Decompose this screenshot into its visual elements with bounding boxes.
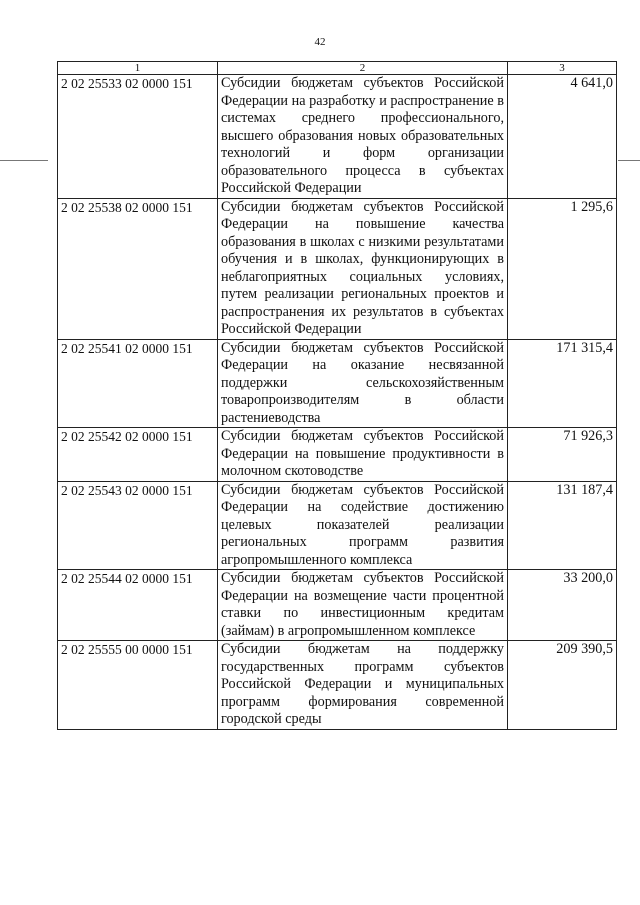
column-number: 1	[58, 62, 218, 75]
budget-code: 2 02 25555 00 0000 151	[58, 641, 218, 730]
amount: 209 390,5	[508, 641, 617, 730]
subsidy-description: Субсидии бюджетам субъектов Российской Федерации на разработку и распространение в системах среднего профессионального, высшего образования новых образовательных технологий и форм организации образовательного процесса в субъектах Российской Федерации	[218, 75, 508, 199]
subsidy-description: Субсидии бюджетам субъектов Российской Федерации на содействие достижению целевых показателей реализации региональных программ развития агропромышленного комплекса	[218, 481, 508, 570]
subsidy-description: Субсидии бюджетам субъектов Российской Федерации на повышение продуктивности в молочном скотоводстве	[218, 428, 508, 482]
subsidy-description: Субсидии бюджетам субъектов Российской Федерации на оказание несвязанной поддержки сельскохозяйственным товаропроизводителям в области растениеводства	[218, 339, 508, 428]
amount: 131 187,4	[508, 481, 617, 570]
budget-code: 2 02 25544 02 0000 151	[58, 570, 218, 641]
table-row	[58, 198, 617, 339]
budget-table	[57, 61, 617, 730]
amount: 1 295,6	[508, 198, 617, 339]
column-number-row	[58, 62, 617, 75]
budget-code: 2 02 25541 02 0000 151	[58, 339, 218, 428]
amount: 4 641,0	[508, 75, 617, 199]
table-row	[58, 481, 617, 570]
column-number: 3	[508, 62, 617, 75]
budget-code: 2 02 25543 02 0000 151	[58, 481, 218, 570]
budget-code: 2 02 25533 02 0000 151	[58, 75, 218, 199]
budget-code: 2 02 25538 02 0000 151	[58, 198, 218, 339]
scan-artifact-right	[618, 160, 640, 161]
subsidy-description: Субсидии бюджетам субъектов Российской Федерации на повышение качества образования в школах с низкими результатами обучения и в школах, функционирующих в неблагоприятных социальных условиях, путем реализации региональных проектов и распространения их результатов в субъектах Российской Федерации	[218, 198, 508, 339]
amount: 71 926,3	[508, 428, 617, 482]
subsidy-description: Субсидии бюджетам субъектов Российской Федерации на возмещение части процентной ставки по инвестиционным кредитам (займам) в агропромышленном комплексе	[218, 570, 508, 641]
table-row	[58, 641, 617, 730]
amount: 33 200,0	[508, 570, 617, 641]
budget-code: 2 02 25542 02 0000 151	[58, 428, 218, 482]
scan-artifact-left	[0, 160, 48, 161]
table-row	[58, 428, 617, 482]
amount: 171 315,4	[508, 339, 617, 428]
subsidy-description: Субсидии бюджетам на поддержку государственных программ субъектов Российской Федерации и муниципальных программ формирования современной городской среды	[218, 641, 508, 730]
column-number: 2	[218, 62, 508, 75]
page-number: 42	[314, 36, 326, 48]
table-row	[58, 339, 617, 428]
table-row	[58, 570, 617, 641]
table-row	[58, 75, 617, 199]
